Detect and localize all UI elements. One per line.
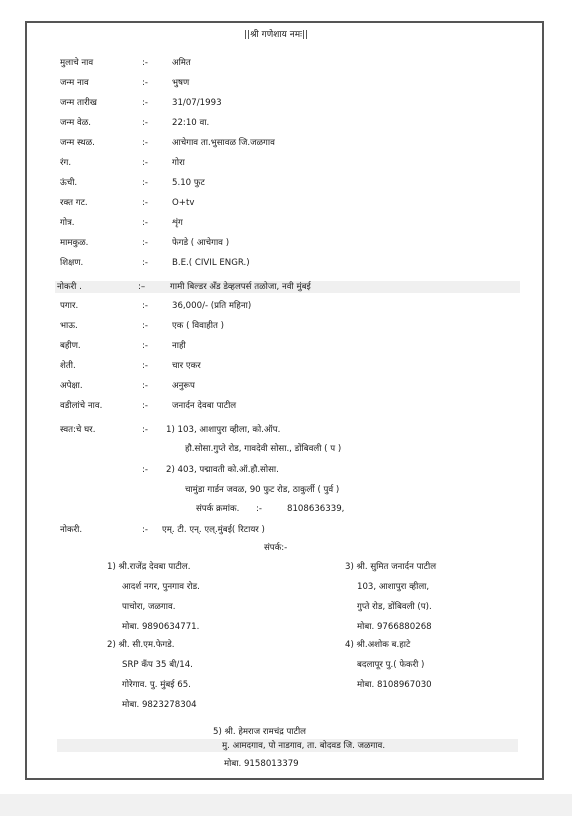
row-label: अपेक्षा. [60, 381, 83, 391]
row-value: 5.10 फुट [172, 178, 205, 188]
contact-5-name: 5) श्री. हेमराज रामचंद्र पाटील [213, 727, 306, 737]
father-job-value: एम्. टी. एन्. एल्.मुंबई( रिटायर ) [162, 525, 265, 535]
page-heading: ||श्री गणेशाय नमः|| [244, 30, 308, 40]
contacts-heading: संपर्क:- [264, 543, 288, 553]
row-value: चार एकर [172, 361, 201, 371]
row-label: मुलाचे नाव [60, 58, 94, 68]
house-line-3: 2) 403, पद्मावती को.ऑ.हौ.सोसा. [166, 465, 279, 475]
row-value: जनार्दन देवबा पाटील [172, 401, 237, 411]
contact-right-line: 4) श्री.अशोक ब.हाटे [345, 640, 411, 650]
row-separator: :- [142, 401, 148, 411]
row-separator: :- [142, 178, 148, 188]
house-separator: :- [142, 425, 148, 435]
contact-5-address: मु. आमदगाव, पो नाडगाव, ता. बोदवड जि. जळगाव. [222, 741, 386, 751]
row-value: O+tv [172, 198, 195, 208]
row-separator: :- [142, 78, 148, 88]
row-value: गामी बिल्डर अँड डेव्हलपर्स तळोजा, नवी मुंबई [170, 282, 311, 292]
row-separator: :- [142, 118, 148, 128]
row-label: जन्म वेळ. [60, 118, 92, 128]
row-value: गोरा [172, 158, 185, 168]
row-separator: :- [142, 58, 148, 68]
row-separator: :- [142, 238, 148, 248]
row-label: वडीलांचे नाव. [60, 401, 103, 411]
row-value: आचेगाव ता.भुसावळ जि.जळगाव [172, 138, 275, 148]
row-value: 31/07/1993 [172, 98, 222, 108]
father-job-label: नोकरी. [60, 525, 83, 535]
biodata-page [25, 21, 544, 780]
row-value: 36,000/- (प्रति महिना) [172, 301, 252, 311]
contact-left-line: गोरेगाव. पु. मुंबई 65. [122, 680, 191, 690]
row-separator: :- [142, 341, 148, 351]
row-label: रंग. [60, 158, 72, 168]
contact-left-line: SRP कॅंप 35 बी/14. [122, 660, 193, 670]
house-separator-2: :- [142, 465, 148, 475]
row-label: जन्म नाव [60, 78, 89, 88]
father-job-separator: :- [142, 525, 148, 535]
row-value: भुषण [172, 78, 190, 88]
row-separator: :- [142, 258, 148, 268]
row-value: अमित [172, 58, 191, 68]
row-label: जन्म स्थळ. [60, 138, 95, 148]
row-label: ऊंची. [60, 178, 78, 188]
row-value: एक ( विवाहीत ) [172, 321, 224, 331]
contact-number-value: 8108636339, [287, 504, 345, 514]
row-value: अनुरूप [172, 381, 195, 391]
house-line-4: चामुंडा गार्डन जवळ, 90 फुट रोड, ठाकुर्ली ( पुर्व ) [185, 485, 340, 495]
house-line-1: 1) 103, आशापुरा व्हीला, को.ऑप. [166, 425, 281, 435]
row-separator: :- [142, 98, 148, 108]
row-label: नोकरी . [57, 282, 82, 292]
contact-left-line: मोबा. 9890634771. [122, 622, 200, 632]
contact-left-line: 2) श्री. सी.एम.फेगडे. [107, 640, 175, 650]
row-value: B.E.( CIVIL ENGR.) [172, 258, 250, 268]
row-separator: :- [142, 138, 148, 148]
row-separator: :- [142, 361, 148, 371]
row-separator: :- [142, 321, 148, 331]
row-separator: :- [142, 198, 148, 208]
row-separator: :– [138, 282, 146, 292]
contact-right-line: मोबा. 8108967030 [357, 680, 432, 690]
row-label: गोत्र. [60, 218, 75, 228]
row-label: मामकुळ. [60, 238, 89, 248]
row-label: रक्त गट. [60, 198, 88, 208]
row-label: जन्म तारीख [60, 98, 97, 108]
contact-left-line: 1) श्री.राजेंद्र देवबा पाटील. [107, 562, 191, 572]
row-value: शृंग [172, 218, 183, 228]
row-label: पगार. [60, 301, 79, 311]
house-label: स्वत:चे घर. [60, 425, 96, 435]
contact-number-label: संपर्क क्रमांक. [196, 504, 240, 514]
contact-left-line: पाचोरा, जळगाव. [122, 602, 176, 612]
contact-right-line: 103, आशापुरा व्हीला, [357, 582, 430, 592]
row-separator: :- [142, 218, 148, 228]
row-label: शिक्षण. [60, 258, 84, 268]
row-separator: :- [142, 301, 148, 311]
contact-number-separator: :- [256, 504, 262, 514]
contact-right-line: मोबा. 9766880268 [357, 622, 432, 632]
row-label: बहीण. [60, 341, 81, 351]
contact-left-line: आदर्श नगर, पुनगाव रोड. [122, 582, 200, 592]
row-value: 22:10 वा. [172, 118, 210, 128]
row-value: फेगडे ( आचेगाव ) [172, 238, 230, 248]
contact-5-mobile: मोबा. 9158013379 [224, 759, 299, 769]
row-label: भाऊ. [60, 321, 78, 331]
contact-right-line: गुप्ते रोड, डोंबिवली (प). [357, 602, 432, 612]
contact-right-line: बदलापूर पु.( फेकरी ) [357, 660, 425, 670]
row-label: शेती. [60, 361, 76, 371]
viewer-bottom-strip [0, 794, 572, 816]
row-separator: :- [142, 158, 148, 168]
house-line-2: हौ.सोसा.गुप्ते रोड, गावदेवी सोसा., डोंबिवली ( प ) [185, 444, 342, 454]
row-value: नाही [172, 341, 186, 351]
contact-right-line: 3) श्री. सुमित जनार्दन पाटील [345, 562, 437, 572]
row-separator: :- [142, 381, 148, 391]
contact-left-line: मोबा. 9823278304 [122, 700, 197, 710]
